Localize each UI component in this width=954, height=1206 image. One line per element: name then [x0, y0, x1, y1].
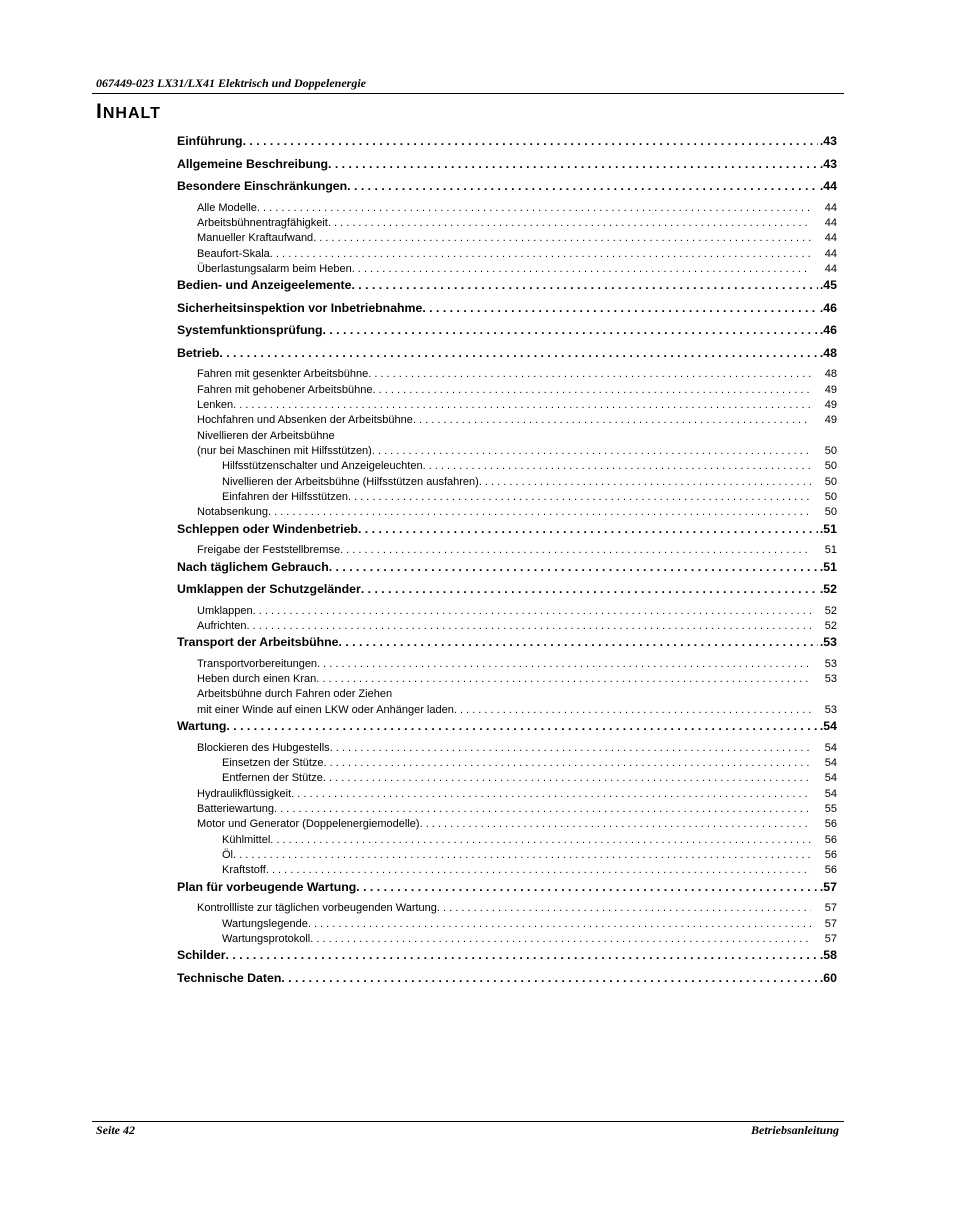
toc-dot-leader: [351, 277, 817, 293]
toc-page-number: .48: [819, 345, 837, 360]
toc-dot-leader: [413, 413, 811, 428]
toc-page-number: 50: [824, 490, 837, 503]
toc-page-number: .46: [819, 300, 837, 315]
toc-entry-title: Allgemeine Beschreibung: [177, 156, 329, 171]
toc-entry-title: Freigabe der Feststellbremse: [197, 544, 341, 557]
toc-subentry[interactable]: [177, 429, 837, 444]
toc-subentry[interactable]: [177, 833, 837, 848]
toc-page-number: 56: [824, 864, 837, 877]
toc-entry-title: Systemfunktionsprüfung: [177, 323, 323, 338]
toc-subentry[interactable]: [177, 383, 837, 398]
toc-dot-leader: [243, 133, 818, 149]
toc-entry-title: Sicherheitsinspektion vor Inbetriebnahme: [177, 300, 423, 315]
toc-dot-leader: [340, 543, 811, 558]
toc-dot-leader: [281, 970, 818, 986]
toc-entry-title: Heben durch einen Kran: [197, 673, 317, 686]
toc-subentry[interactable]: [177, 398, 837, 413]
toc-entry-title: Technische Daten: [177, 970, 282, 985]
toc-dot-leader: [270, 833, 811, 848]
toc-entry-title: Motor und Generator (Doppelenergiemodelle): [197, 818, 420, 831]
toc-subentry[interactable]: [177, 444, 837, 459]
toc-dot-leader: [372, 444, 811, 459]
toc-entry-title: (nur bei Maschinen mit Hilfsstützen): [197, 444, 372, 457]
toc-entry-title: Einführung: [177, 134, 243, 148]
toc-entry-title: Umklappen: [197, 604, 253, 617]
toc-section-entry[interactable]: [177, 879, 837, 902]
toc-dot-leader: [330, 741, 811, 756]
toc-page-number: .52: [819, 582, 837, 596]
toc-subentry[interactable]: [177, 619, 837, 634]
toc-dot-leader: [226, 718, 817, 734]
toc-dot-leader: [270, 247, 811, 262]
toc-entry-title: Überlastungsalarm beim Heben: [197, 262, 352, 275]
toc-dot-leader: [226, 947, 818, 963]
toc-page-number: 51: [824, 544, 837, 557]
toc-page-number: 44: [824, 201, 837, 214]
toc-dot-leader: [437, 901, 811, 916]
toc-entry-title: Kraftstoff: [222, 864, 266, 877]
toc-dot-leader: [266, 863, 811, 878]
toc-subentry[interactable]: [177, 741, 837, 756]
toc-page-number: 56: [824, 818, 837, 831]
toc-section-entry[interactable]: [177, 345, 837, 368]
toc-section-entry[interactable]: [177, 277, 837, 300]
toc-entry-title: Schilder: [177, 948, 226, 963]
title-rest: NHALT: [102, 105, 161, 122]
toc-section-entry[interactable]: [177, 970, 837, 993]
toc-subentry[interactable]: [177, 901, 837, 916]
toc-page-number: 53: [824, 657, 837, 670]
toc-dot-leader: [347, 178, 818, 194]
toc-page-number: 52: [824, 619, 837, 632]
toc-entry-title: Fahren mit gesenkter Arbeitsbühne: [197, 368, 369, 381]
table-of-contents: [177, 133, 837, 992]
toc-dot-leader: [328, 216, 811, 231]
toc-section-entry[interactable]: [177, 178, 837, 201]
toc-subentry[interactable]: [177, 848, 837, 863]
toc-dot-leader: [308, 917, 811, 932]
toc-dot-leader: [358, 521, 818, 537]
toc-dot-leader: [268, 505, 811, 520]
toc-dot-leader: [219, 345, 818, 361]
toc-section-entry[interactable]: [177, 300, 837, 323]
toc-entry-title: Umklappen der Schutzgeländer: [177, 582, 361, 596]
toc-entry-title: mit einer Winde auf einen LKW oder Anhänger laden: [197, 703, 454, 716]
toc-dot-leader: [356, 879, 818, 895]
toc-entry-title: Nach täglichem Gebrauch: [177, 559, 329, 574]
toc-subentry[interactable]: [177, 543, 837, 558]
toc-subentry[interactable]: [177, 475, 837, 490]
toc-section-entry[interactable]: [177, 581, 837, 604]
toc-entry-title: Fahren mit gehobener Arbeitsbühne: [197, 383, 373, 396]
toc-page-number: .44: [819, 179, 837, 193]
toc-subentry[interactable]: [177, 917, 837, 932]
toc-subentry[interactable]: [177, 703, 837, 718]
toc-page-number: 57: [824, 902, 837, 915]
toc-page-number: .46: [819, 323, 837, 338]
title-initial: I: [96, 100, 103, 123]
toc-dot-leader: [348, 490, 811, 505]
running-header: 067449-023 LX31/LX41 Elektrisch und Doppelenergie: [96, 76, 366, 90]
toc-page-number: 57: [824, 932, 837, 945]
toc-subentry[interactable]: [177, 490, 837, 505]
toc-dot-leader: [233, 398, 811, 413]
toc-entry-title: Hilfsstützenschalter und Anzeigeleuchten: [222, 460, 423, 473]
toc-subentry[interactable]: [177, 863, 837, 878]
toc-page-number: 49: [824, 398, 837, 411]
toc-subentry[interactable]: [177, 262, 837, 277]
toc-page-number: .43: [819, 156, 837, 171]
toc-dot-leader: [422, 300, 818, 316]
toc-page-number: 54: [824, 741, 837, 754]
toc-section-entry[interactable]: [177, 133, 837, 156]
toc-page-number: .51: [819, 559, 837, 574]
toc-entry-title: Aufrichten: [197, 619, 247, 632]
toc-page-number: 53: [824, 703, 837, 716]
toc-section-entry[interactable]: [177, 521, 837, 544]
footer-page-number: Seite 42: [96, 1123, 135, 1137]
toc-page-number: 54: [824, 756, 837, 769]
toc-dot-leader: [324, 756, 811, 771]
toc-entry-title: Öl: [222, 848, 233, 861]
toc-section-entry[interactable]: [177, 718, 837, 741]
toc-entry-title: Entfernen der Stütze: [222, 772, 323, 785]
toc-dot-leader: [373, 383, 811, 398]
toc-page-number: 49: [824, 383, 837, 396]
footer-manual-title: Betriebsanleitung: [750, 1123, 839, 1137]
toc-entry-title: Kontrollliste zur täglichen vorbeugenden Wartung: [197, 902, 437, 915]
toc-subentry[interactable]: [177, 787, 837, 802]
toc-entry-title: Arbeitsbühnentragfähigkeit: [197, 216, 328, 229]
toc-page-number: 50: [824, 475, 837, 488]
toc-subentry[interactable]: [177, 247, 837, 262]
toc-subentry[interactable]: [177, 687, 837, 702]
header-rule: [92, 93, 844, 94]
toc-section-entry[interactable]: [177, 156, 837, 179]
toc-entry-title: Transportvorbereitungen: [197, 657, 318, 670]
toc-entry-title: Lenken: [197, 398, 234, 411]
toc-entry-title: Einsetzen der Stütze: [222, 756, 324, 769]
toc-page-number: 54: [824, 787, 837, 800]
toc-dot-leader: [247, 619, 811, 634]
toc-page-number: 49: [824, 414, 837, 427]
footer-rule: [92, 1121, 844, 1122]
toc-entry-title: Schleppen oder Windenbetrieb: [177, 521, 358, 536]
toc-subentry[interactable]: [177, 505, 837, 520]
toc-subentry[interactable]: [177, 216, 837, 231]
toc-page-number: 50: [824, 444, 837, 457]
toc-page-number: 56: [824, 833, 837, 846]
toc-page-number: 56: [824, 848, 837, 861]
toc-subentry[interactable]: [177, 817, 837, 832]
toc-page-number: .54: [819, 719, 837, 734]
toc-dot-leader: [423, 459, 811, 474]
toc-page-number: 44: [824, 232, 837, 245]
toc-dot-leader: [361, 581, 818, 597]
toc-entry-title: Wartung: [177, 719, 227, 734]
toc-page-number: .43: [819, 134, 837, 148]
toc-subentry[interactable]: [177, 672, 837, 687]
toc-subentry[interactable]: [177, 802, 837, 817]
toc-subentry[interactable]: [177, 756, 837, 771]
toc-subentry[interactable]: [177, 932, 837, 947]
toc-entry-title: Plan für vorbeugende Wartung: [177, 879, 357, 894]
toc-dot-leader: [420, 817, 811, 832]
toc-dot-leader: [328, 156, 818, 172]
toc-section-entry[interactable]: [177, 634, 837, 657]
toc-entry-title: Beaufort-Skala: [197, 247, 270, 260]
toc-entry-title: Wartungslegende: [222, 917, 308, 930]
toc-dot-leader: [317, 657, 811, 672]
toc-entry-title: Nivellieren der Arbeitsbühne (Hilfsstützen ausfahren): [222, 475, 479, 488]
toc-dot-leader: [352, 262, 811, 277]
toc-subentry[interactable]: [177, 201, 837, 216]
toc-dot-leader: [479, 475, 811, 490]
toc-dot-leader: [454, 703, 811, 718]
toc-entry-title: Notabsenkung: [197, 506, 268, 519]
toc-subentry[interactable]: [177, 231, 837, 246]
toc-subentry[interactable]: [177, 657, 837, 672]
toc-entry-title: Transport der Arbeitsbühne: [177, 635, 339, 650]
toc-section-entry[interactable]: [177, 322, 837, 345]
toc-entry-title: Bedien- und Anzeigeelemente: [177, 278, 352, 293]
toc-page-number: 48: [824, 368, 837, 381]
toc-page-number: 53: [824, 673, 837, 686]
toc-dot-leader: [253, 604, 811, 619]
toc-subentry[interactable]: [177, 771, 837, 786]
toc-subentry[interactable]: [177, 604, 837, 619]
toc-page-number: .57: [819, 879, 837, 894]
toc-page-number: 52: [824, 604, 837, 617]
toc-dot-leader: [257, 201, 811, 216]
toc-dot-leader: [329, 559, 818, 575]
page-title: [96, 100, 161, 124]
toc-entry-title: Nivellieren der Arbeitsbühne: [197, 429, 335, 442]
toc-page-number: .53: [819, 635, 837, 650]
toc-subentry[interactable]: [177, 413, 837, 428]
toc-page-number: 50: [824, 460, 837, 473]
toc-page-number: .58: [819, 948, 837, 963]
toc-entry-title: Manueller Kraftaufwand: [197, 232, 314, 245]
toc-page-number: 54: [824, 772, 837, 785]
toc-dot-leader: [233, 848, 811, 863]
toc-dot-leader: [323, 771, 811, 786]
toc-dot-leader: [274, 802, 811, 817]
toc-subentry[interactable]: [177, 459, 837, 474]
toc-subentry[interactable]: [177, 367, 837, 382]
toc-dot-leader: [368, 367, 811, 382]
toc-entry-title: Betrieb: [177, 345, 220, 360]
toc-page-number: 57: [824, 917, 837, 930]
toc-page-number: .60: [819, 970, 837, 985]
toc-page-number: 44: [824, 262, 837, 275]
toc-entry-title: Einfahren der Hilfsstützen: [222, 490, 348, 503]
toc-entry-title: Blockieren des Hubgestells: [197, 741, 330, 754]
toc-entry-title: Alle Modelle: [197, 201, 257, 214]
toc-section-entry[interactable]: [177, 559, 837, 582]
toc-page-number: 44: [824, 247, 837, 260]
toc-entry-title: Arbeitsbühne durch Fahren oder Ziehen: [197, 688, 393, 701]
toc-section-entry[interactable]: [177, 947, 837, 970]
toc-entry-title: Hydraulikflüssigkeit: [197, 787, 292, 800]
toc-entry-title: Wartungsprotokoll: [222, 932, 311, 945]
toc-dot-leader: [323, 322, 818, 338]
toc-entry-title: Besondere Einschränkungen: [177, 179, 348, 193]
toc-dot-leader: [316, 672, 811, 687]
toc-page-number: .51: [819, 521, 837, 536]
toc-dot-leader: [338, 634, 817, 650]
toc-entry-title: Batteriewartung: [197, 802, 275, 815]
toc-entry-title: Kühlmittel: [222, 833, 271, 846]
toc-entry-title: Hochfahren und Absenken der Arbeitsbühne: [197, 414, 413, 427]
toc-dot-leader: [313, 231, 811, 246]
toc-dot-leader: [310, 932, 811, 947]
toc-page-number: .45: [819, 278, 837, 293]
toc-page-number: 50: [824, 506, 837, 519]
toc-page-number: 44: [824, 216, 837, 229]
toc-dot-leader: [291, 787, 811, 802]
toc-page-number: 55: [824, 802, 837, 815]
